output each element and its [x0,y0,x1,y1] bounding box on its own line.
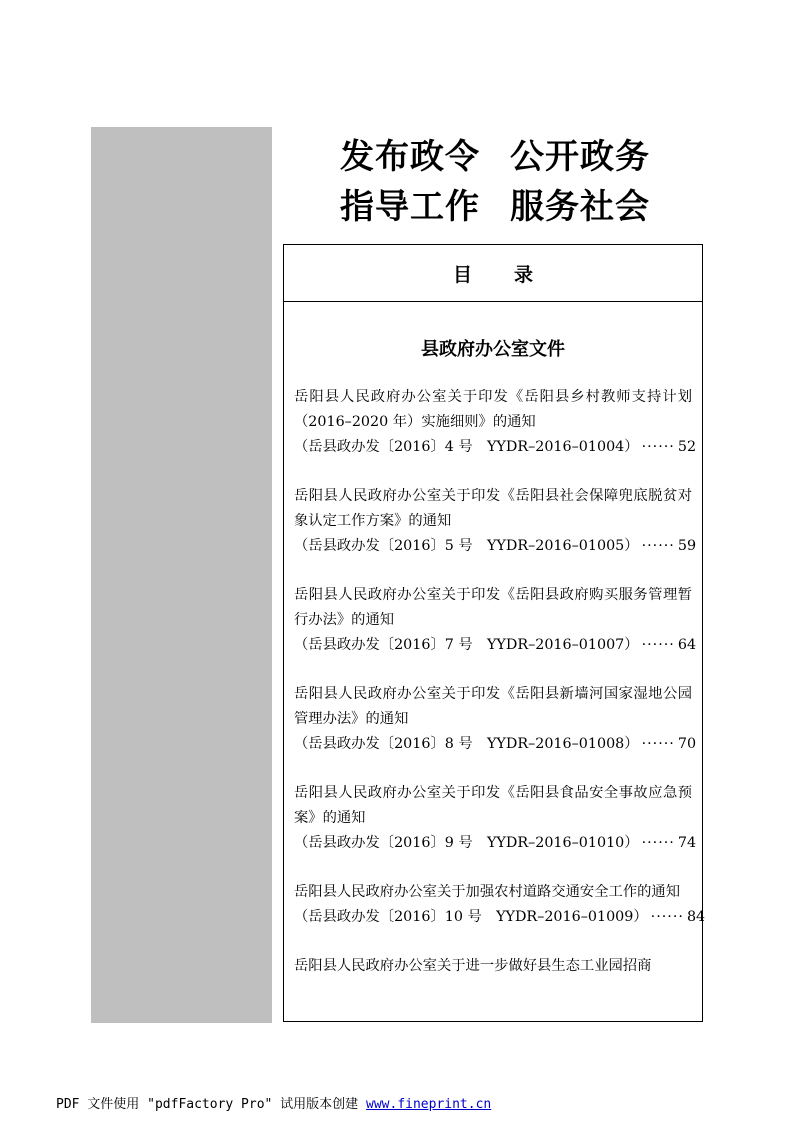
leader-dots: ······ [641,439,675,455]
leader-dots: ······ [650,909,684,925]
leader-dots: ······ [641,637,675,653]
toc-heading [284,245,702,302]
entry-title: 岳阳县人民政府办公室关于印发《岳阳县乡村教师支持计划（2016–2020 年）实施细则》的通知 [294,389,692,430]
toc-heading-char: 录 [514,263,534,286]
slogan-phrase: 公开政务 [510,137,650,177]
entry-title: 岳阳县人民政府办公室关于加强农村道路交通安全工作的通知 [294,884,681,900]
toc-entry[interactable] [294,484,697,559]
section-title: 县政府办公室文件 [421,339,565,360]
pdf-watermark-footer [56,1093,491,1112]
entry-reference-line [294,831,697,856]
entry-reference-line [294,905,706,930]
slogan-line-1 [340,137,650,177]
entry-reference-line [294,732,697,757]
toc-entry[interactable] [294,954,692,979]
toc-entries [294,385,706,979]
toc-heading-char: 目 [452,263,472,286]
entry-page-number: 84 [686,909,706,925]
toc-entry[interactable] [294,682,697,757]
entry-reference-line [294,435,697,460]
table-of-contents [283,244,706,1022]
leader-dots: ······ [641,736,675,752]
entry-reference: （岳县政办发〔2016〕8 号 YYDR–2016–01008） [294,736,639,752]
toc-entry[interactable] [294,385,697,460]
slogan-phrase: 发布政令 [340,137,480,177]
entry-page-number: 59 [677,538,697,554]
entry-title: 岳阳县人民政府办公室关于印发《岳阳县政府购买服务管理暂行办法》的通知 [294,587,692,628]
toc-entry[interactable] [294,880,706,930]
entry-title: 岳阳县人民政府办公室关于印发《岳阳县新墙河国家湿地公园管理办法》的通知 [294,686,692,727]
slogan-phrase: 指导工作 [340,187,480,227]
entry-reference-line [294,534,697,559]
entry-title: 岳阳县人民政府办公室关于印发《岳阳县社会保障兜底脱贫对象认定工作方案》的通知 [294,488,692,529]
entry-reference: （岳县政办发〔2016〕7 号 YYDR–2016–01007） [294,637,639,653]
entry-page-number: 74 [677,835,697,851]
entry-reference-line [294,633,697,658]
entry-page-number: 64 [677,637,697,653]
entry-page-number: 52 [677,439,697,455]
slogan-phrase: 服务社会 [510,187,650,227]
entry-reference: （岳县政办发〔2016〕5 号 YYDR–2016–01005） [294,538,639,554]
entry-page-number: 70 [677,736,697,752]
slogan-line-2 [340,187,650,227]
gray-sidebar-band [91,127,272,1023]
leader-dots: ······ [641,835,675,851]
entry-reference: （岳县政办发〔2016〕9 号 YYDR–2016–01010） [294,835,639,851]
entry-title: 岳阳县人民政府办公室关于印发《岳阳县食品安全事故应急预案》的通知 [294,785,692,826]
entry-reference: （岳县政办发〔2016〕4 号 YYDR–2016–01004） [294,439,639,455]
toc-entry[interactable] [294,583,697,658]
entry-reference: （岳县政办发〔2016〕10 号 YYDR–2016–01009） [294,909,648,925]
leader-dots: ······ [641,538,675,554]
entry-title: 岳阳县人民政府办公室关于进一步做好县生态工业园招商 [294,958,652,974]
toc-entry[interactable] [294,781,697,856]
footer-link[interactable]: www.fineprint.cn [366,1097,492,1112]
footer-text: PDF 文件使用 "pdfFactory Pro" 试用版本创建 [56,1097,367,1112]
